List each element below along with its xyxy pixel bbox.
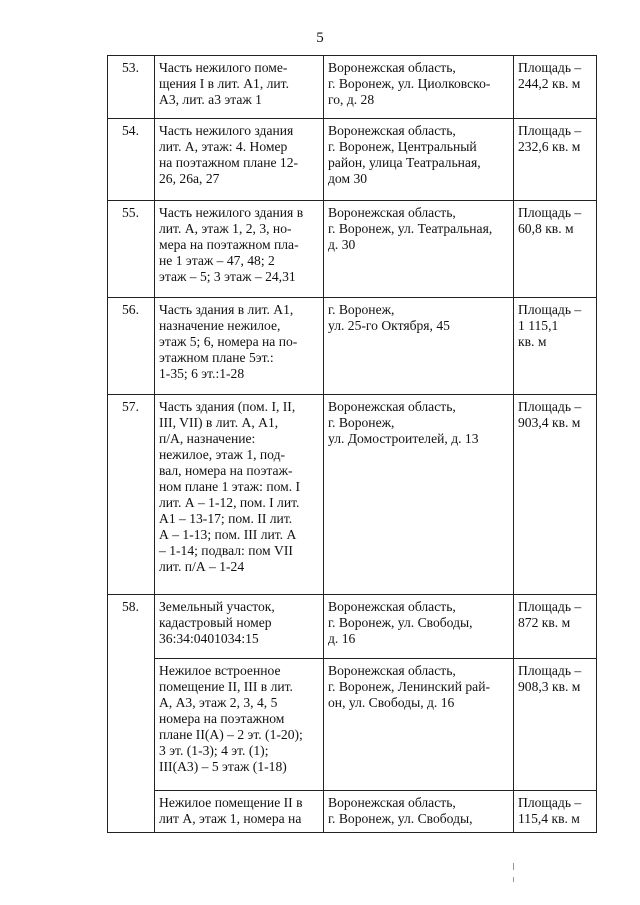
table-row (108, 395, 597, 595)
object-name: Часть нежилого здания в лит. А, этаж 1, 2, 3, но- мера на поэтажном пла- не 1 этаж – 47, 48; 2 этаж – 5; 3 этаж – 24,31 (155, 201, 324, 298)
object-name: Часть нежилого здания лит. А, этаж: 4. Номер на поэтажном плане 12- 26, 26а, 27 (155, 119, 324, 201)
table-row (108, 659, 597, 791)
object-area: Площадь – 908,3 кв. м (514, 659, 597, 791)
table-row (108, 298, 597, 395)
row-number: 56. (108, 298, 155, 395)
object-address: Воронежская область, г. Воронеж, Ленинский рай- он, ул. Свободы, д. 16 (324, 659, 514, 791)
object-address: г. Воронеж, ул. 25-го Октября, 45 (324, 298, 514, 395)
property-registry-table (107, 55, 597, 833)
object-area: Площадь – 1 115,1 кв. м (514, 298, 597, 395)
row-number: 55. (108, 201, 155, 298)
object-area: Площадь – 60,8 кв. м (514, 201, 597, 298)
object-name: Земельный участок, кадастровый номер 36:34:0401034:15 (155, 595, 324, 659)
object-address: Воронежская область, г. Воронеж, ул. Свободы, (324, 791, 514, 833)
object-name: Часть здания (пом. I, II, III, VII) в лит. А, А1, п/А, назначение: нежилое, этаж 1, под- вал, номера на поэтаж- ном плане 1 этаж: пом. I лит. А – 1-12, пом. I лит. А1 – 13-17; пом. II лит. А – 1-13; пом. III лит. А – 1-14; подвал: пом VII лит. п/А – 1-24 (155, 395, 324, 595)
scan-mark (513, 863, 514, 870)
scan-mark (513, 877, 514, 882)
object-name: Часть здания в лит. А1, назначение нежилое, этаж 5; 6, номера на по- этажном плане 5эт.: 1-35; 6 эт.:1-28 (155, 298, 324, 395)
object-area: Площадь – 115,4 кв. м (514, 791, 597, 833)
table-row (108, 791, 597, 833)
table-row (108, 56, 597, 119)
object-address: Воронежская область, г. Воронеж, ул. Театральная, д. 30 (324, 201, 514, 298)
object-area: Площадь – 903,4 кв. м (514, 395, 597, 595)
object-area: Площадь – 244,2 кв. м (514, 56, 597, 119)
table-row (108, 119, 597, 201)
object-address: Воронежская область, г. Воронеж, ул. Домостроителей, д. 13 (324, 395, 514, 595)
object-name: Нежилое помещение II в лит А, этаж 1, номера на (155, 791, 324, 833)
row-number: 57. (108, 395, 155, 595)
table-row (108, 201, 597, 298)
table-row (108, 595, 597, 659)
row-number: 53. (108, 56, 155, 119)
object-address: Воронежская область, г. Воронеж, ул. Циолковско- го, д. 28 (324, 56, 514, 119)
page-number: 5 (316, 30, 324, 46)
object-area: Площадь – 872 кв. м (514, 595, 597, 659)
object-address: Воронежская область, г. Воронеж, Центральный район, улица Театральная, дом 30 (324, 119, 514, 201)
object-name: Нежилое встроенное помещение II, III в лит. А, А3, этаж 2, 3, 4, 5 номера на поэтажном плане II(А) – 2 эт. (1-20); 3 эт. (1-3); 4 эт. (1); III(А3) – 5 этаж (1-18) (155, 659, 324, 791)
object-address: Воронежская область, г. Воронеж, ул. Свободы, д. 16 (324, 595, 514, 659)
object-area: Площадь – 232,6 кв. м (514, 119, 597, 201)
row-number: 54. (108, 119, 155, 201)
object-name: Часть нежилого поме- щения I в лит. А1, лит. А3, лит. а3 этаж 1 (155, 56, 324, 119)
row-number: 58. (108, 595, 155, 833)
